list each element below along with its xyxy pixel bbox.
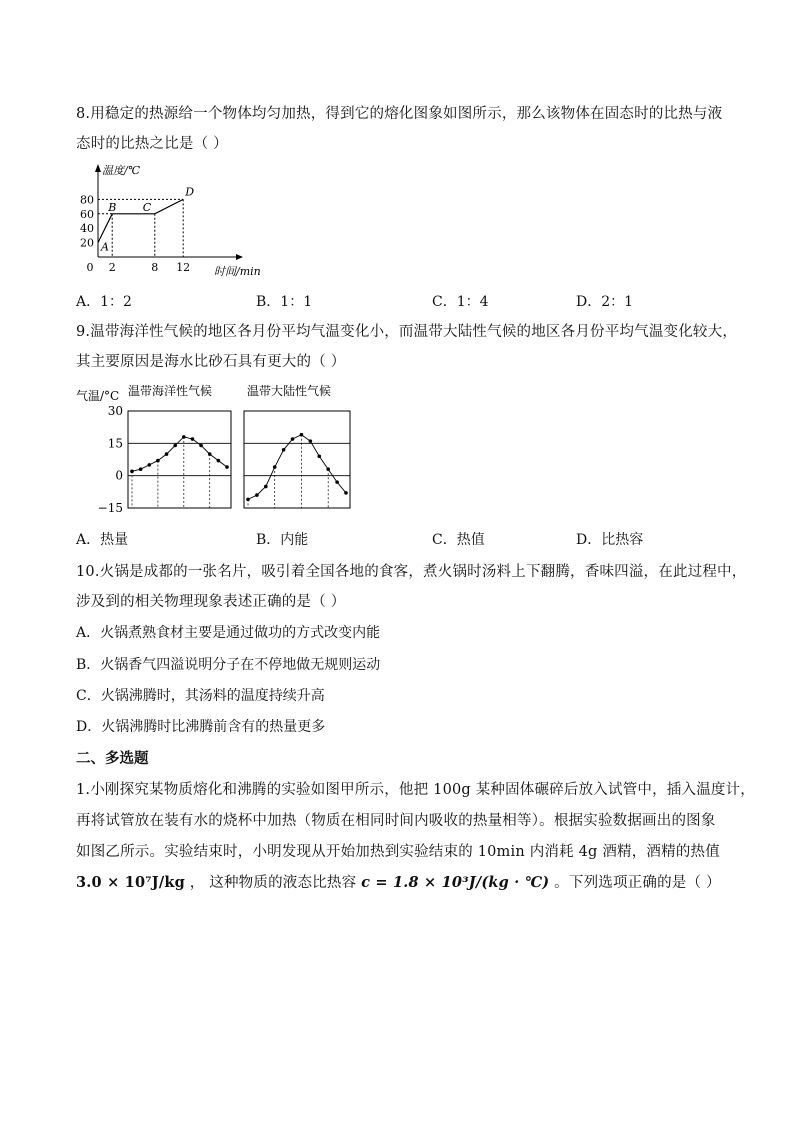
panel-title: 温带大陆性气候: [247, 384, 332, 398]
mq1-stem-line3: 如图乙所示。实验结束时，小明发现从开始加热到实验结束的 10min 内消耗 4g 酒精，酒精的热值: [76, 844, 720, 860]
data-point: [273, 465, 277, 469]
data-point: [255, 493, 259, 497]
data-point: [191, 437, 195, 441]
mq1-line4-end: 。下列选项正确的是（ ）: [554, 875, 721, 891]
data-point: [225, 465, 229, 469]
q9-stem-line1: 9.温带海洋性气候的地区各月份平均气温变化小，而温带大陆性气候的地区各月份平均气温变化较大，: [76, 324, 738, 340]
q10-stem-line1: 10.火锅是成都的一张名片，吸引着全国各地的食客，煮火锅时汤料上下翻腾，香味四溢，在此过程中，: [76, 564, 747, 580]
point-label-b: B: [108, 200, 117, 214]
data-point: [156, 459, 160, 463]
data-point: [246, 498, 250, 502]
x-axis-label: 时间/min: [214, 265, 261, 278]
q8-option-a[interactable]: A．1：2: [76, 294, 132, 310]
q10-option-b[interactable]: B．火锅香气四溢说明分子在不停地做无规则运动: [76, 657, 381, 673]
data-point: [309, 439, 313, 443]
data-point: [326, 467, 330, 471]
y-tick-label: 80: [80, 193, 94, 207]
data-point: [139, 467, 143, 471]
y-tick-label: 0: [115, 468, 123, 483]
x-axis-arrow: [236, 254, 243, 260]
data-point: [317, 454, 321, 458]
heat-value-formula: 3.0 × 10⁷J/kg: [76, 874, 185, 891]
point-label-c: C: [142, 200, 152, 214]
q8-stem-line2: 态时的比热之比是（ ）: [76, 136, 228, 152]
q9-option-c[interactable]: C．热值: [432, 532, 485, 548]
x-tick-label: 2: [108, 261, 116, 274]
temperature-curve: [248, 435, 346, 500]
data-point: [217, 459, 221, 463]
data-point: [199, 444, 203, 448]
q9-option-b[interactable]: B．内能: [256, 532, 309, 548]
data-point: [264, 485, 268, 489]
data-point: [344, 491, 348, 495]
data-point: [182, 435, 186, 439]
q8-option-b[interactable]: B．1：1: [256, 294, 313, 310]
y-tick-label: 15: [107, 436, 123, 451]
data-point: [300, 433, 304, 437]
point-label-a: A: [101, 240, 109, 254]
data-point: [130, 470, 134, 474]
data-point: [291, 437, 295, 441]
q10-option-a[interactable]: A．火锅煮熟食材主要是通过做功的方式改变内能: [76, 625, 381, 641]
temperature-curve: [132, 437, 227, 471]
y-axis-arrow: [95, 164, 101, 172]
q8-stem-line1: 8.用稳定的热源给一个物体均匀加热，得到它的熔化图象如图所示，那么该物体在固态时的比热与液: [76, 106, 723, 122]
specific-heat-formula: c = 1.8 × 10³J/(kg · ℃): [361, 874, 550, 891]
data-point: [173, 444, 177, 448]
data-point: [282, 448, 286, 452]
data-point: [165, 452, 169, 456]
panel-frame: [244, 411, 350, 508]
mq1-stem-line1: 1.小刚探究某物质熔化和沸腾的实验如图甲所示，他把 100g 某种固体碾碎后放入试管中，插入温度计，: [76, 782, 756, 798]
y-tick-label: 60: [80, 207, 94, 221]
y-tick-label: 30: [107, 404, 123, 418]
y-tick-label: −15: [97, 501, 123, 515]
q10-option-c[interactable]: C．火锅沸腾时，其汤料的温度持续升高: [76, 688, 325, 704]
y-axis-label: 温度/℃: [102, 164, 141, 177]
x-tick-label: 0: [86, 261, 94, 274]
q9-climate-charts: [74, 378, 364, 518]
y-tick-label: 40: [80, 222, 94, 236]
mq1-line4-middle: ， 这种物质的液态比热容: [189, 875, 357, 891]
data-point: [147, 463, 151, 467]
data-point: [208, 452, 212, 456]
y-tick-label: 20: [80, 236, 94, 250]
q9-option-a[interactable]: A．热量: [76, 532, 129, 548]
x-tick-label: 12: [176, 261, 191, 274]
q9-option-d[interactable]: D．比热容: [576, 532, 644, 548]
y-axis-label: 气温/°C: [76, 389, 120, 403]
panel-frame: [128, 411, 231, 508]
point-label-d: D: [185, 185, 195, 199]
q8-melting-chart: [76, 160, 276, 280]
x-tick-label: 8: [151, 261, 159, 274]
mq1-stem-line4: [76, 871, 721, 892]
q8-option-d[interactable]: D．2：1: [576, 294, 634, 310]
mq1-stem-line2: 再将试管放在装有水的烧杯中加热（物质在相同时间内吸收的热量相等）。根据实验数据画出的图象: [76, 813, 716, 829]
panel-title: 温带海洋性气候: [128, 384, 213, 398]
q10-stem-line2: 涉及到的相关物理现象表述正确的是（ ）: [76, 594, 346, 610]
q9-stem-line2: 其主要原因是海水比砂石具有更大的（ ）: [76, 354, 346, 370]
q10-option-d[interactable]: D．火锅沸腾时比沸腾前含有的热量更多: [76, 719, 326, 735]
data-point: [335, 480, 339, 484]
section-title-multiple-choice: 二、多选题: [76, 751, 149, 767]
q8-option-c[interactable]: C．1：4: [432, 294, 489, 310]
